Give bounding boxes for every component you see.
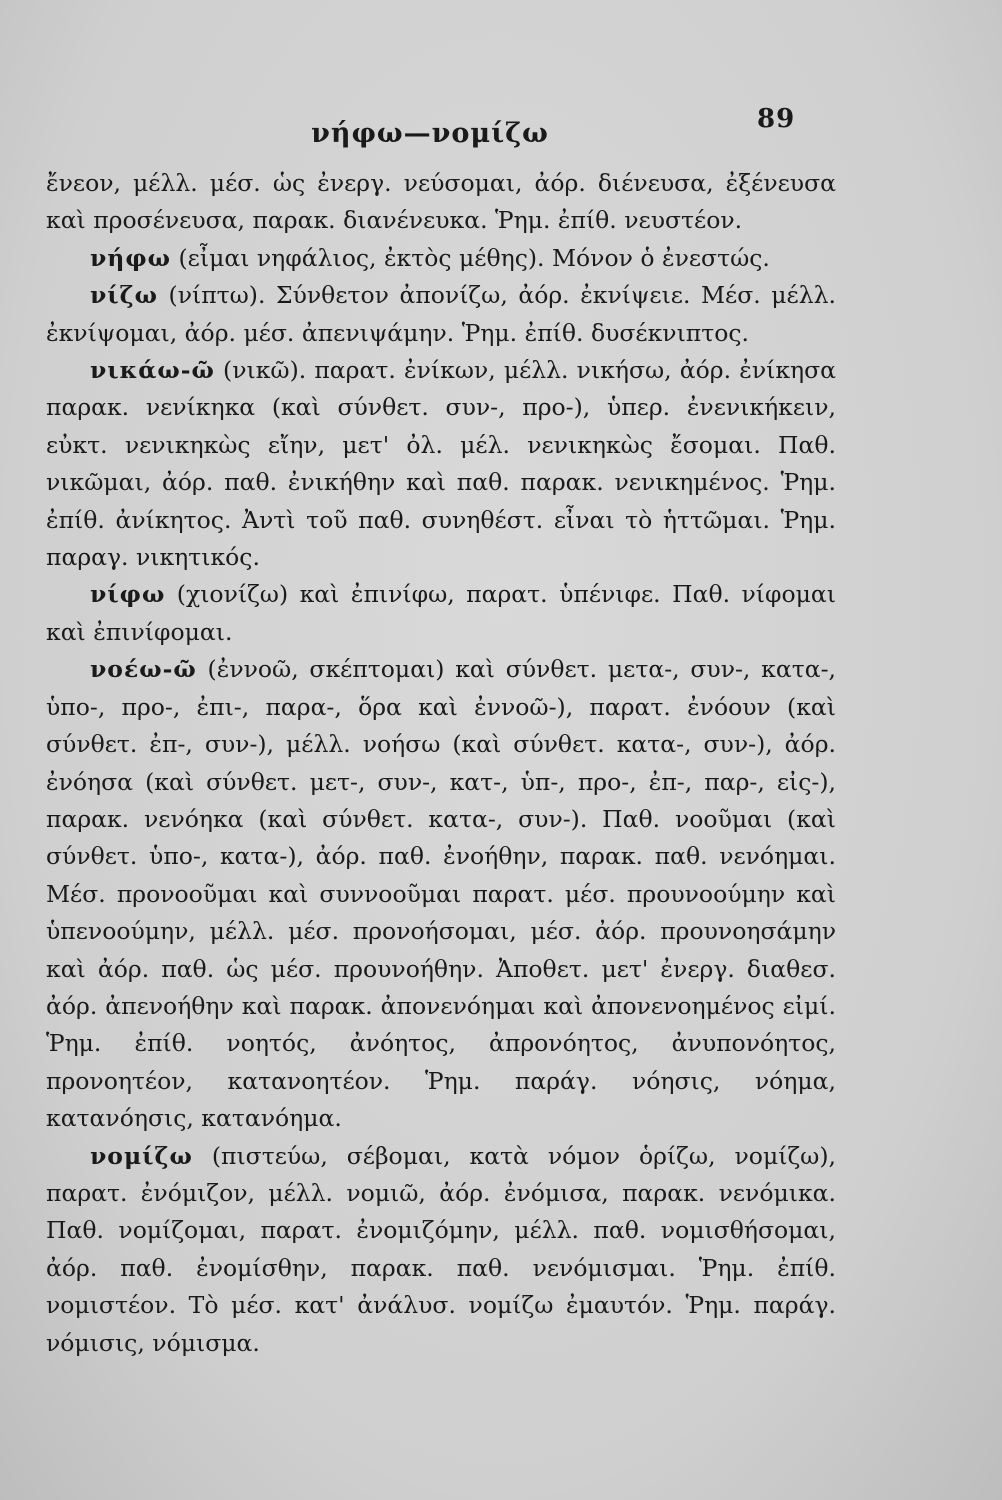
entry-continuation: [46, 165, 836, 240]
entry-lemma: νοέω-ῶ: [90, 655, 197, 684]
entry-text: (χιονίζω) καὶ ἐπινίφω, παρατ. ὑπένιφε. Παθ. νίφομαι καὶ ἐπινίφομαι.: [46, 580, 836, 646]
entry-nomizo: [46, 1138, 836, 1362]
entry-nikao: [46, 352, 836, 576]
entry-text: (νίπτω). Σύνθετον ἀπονίζω, ἀόρ. ἐκνίψειε. Μέσ. μέλλ. ἐκνίψομαι, ἀόρ. μέσ. ἀπενιψάμην. Ῥημ. ἐπίθ. δυσέκνιπτος.: [46, 281, 836, 347]
page-number: 89: [757, 104, 796, 134]
entry-lemma: νίφω: [90, 580, 166, 609]
entry-nizo: [46, 277, 836, 352]
entry-lemma: νίζω: [90, 281, 158, 310]
entry-noeo: [46, 651, 836, 1137]
entry-lemma: νομίζω: [90, 1141, 193, 1170]
entry-lemma: νικάω-ῶ: [90, 356, 215, 385]
running-head: νήφω—νομίζω: [311, 118, 549, 149]
entry-nepho: [46, 240, 836, 277]
entry-text: (ἐννοῶ, σκέπτομαι) καὶ σύνθετ. μετα-, συν-, κατα-, ὑπο-, προ-, ἐπι-, παρα-, ὅρα καὶ ἐννοῶ-), παρατ. ἐνόουν (καὶ σύνθετ. ἐπ-, συν-), μέλλ. νοήσω (καὶ σύνθετ. κατα-, συν-), ἀόρ. ἐνόησα (καὶ σύνθετ. μετ-, συν-, κατ-, ὑπ-, προ-, ἐπ-, παρ-, εἰς-), παρακ. νενόηκα (καὶ σύνθετ. κατα-, συν-). Παθ. νοοῦμαι (καὶ σύνθετ. ὑπο-, κατα-), ἀόρ. παθ. ἐνοήθην, παρακ. παθ. νενόημαι. Μέσ. προνοοῦμαι καὶ συννοοῦμαι παρατ. μέσ. προυνοούμην καὶ ὑπενοούμην, μέλλ. μέσ. προνοήσομαι, μέσ. ἀόρ. προυνοησάμην καὶ ἀόρ. παθ. ὡς μέσ. προυνοήθην. Ἀποθετ. μετ' ἐνεργ. διαθεσ. ἀόρ. ἀπενοήθην καὶ παρακ. ἀπονενόημαι καὶ ἀπονενοημένος εἰμί. Ῥημ. ἐπίθ. νοητός, ἀνόητος, ἀπρονόητος, ἀνυπονόητος, προνοητέον, κατανοητέον. Ῥημ. παράγ. νόησις, νόημα, κατανόησις, κατανόημα.: [46, 655, 836, 1133]
entry-nipho: [46, 576, 836, 651]
dictionary-text: [46, 165, 836, 1362]
entry-text: (εἶμαι νηφάλιος, ἐκτὸς μέθης). Μόνον ὁ ἐνεστώς.: [178, 243, 770, 272]
entry-text: (πιστεύω, σέβομαι, κατὰ νόμον ὁρίζω, νομίζω), παρατ. ἐνόμιζον, μέλλ. νομιῶ, ἀόρ. ἐνόμισα, παρακ. νενόμικα. Παθ. νομίζομαι, παρατ. ἐνομιζόμην, μέλλ. παθ. νομισθήσομαι, ἀόρ. παθ. ἐνομίσθην, παρακ. παθ. νενόμισμαι. Ῥημ. ἐπίθ. νομιστέον. Τὸ μέσ. κατ' ἀνάλυσ. νομίζω ἐμαυτόν. Ῥημ. παράγ. νόμισις, νόμισμα.: [46, 1141, 836, 1357]
entry-text: (νικῶ). παρατ. ἐνίκων, μέλλ. νικήσω, ἀόρ. ἐνίκησα παρακ. νενίκηκα (καὶ σύνθετ. συν-, προ-), ὑπερ. ἐνενικήκειν, εὐκτ. νενικηκὼς εἴην, μετ' ὀλ. μέλ. νενικηκὼς ἔσομαι. Παθ. νικῶμαι, ἀόρ. παθ. ἐνικήθην καὶ παθ. παρακ. νενικημένος. Ῥημ. ἐπίθ. ἀνίκητος. Ἀντὶ τοῦ παθ. συνηθέστ. εἶναι τὸ ἡττῶμαι. Ῥημ. παραγ. νικητικός.: [46, 356, 836, 572]
entry-lemma: νήφω: [90, 243, 172, 272]
entry-text: ἔνεον, μέλλ. μέσ. ὡς ἐνεργ. νεύσομαι, ἀόρ. διένευσα, ἐξένευσα καὶ προσένευσα, παρακ. διανένευκα. Ῥημ. ἐπίθ. νευστέον.: [46, 169, 836, 235]
